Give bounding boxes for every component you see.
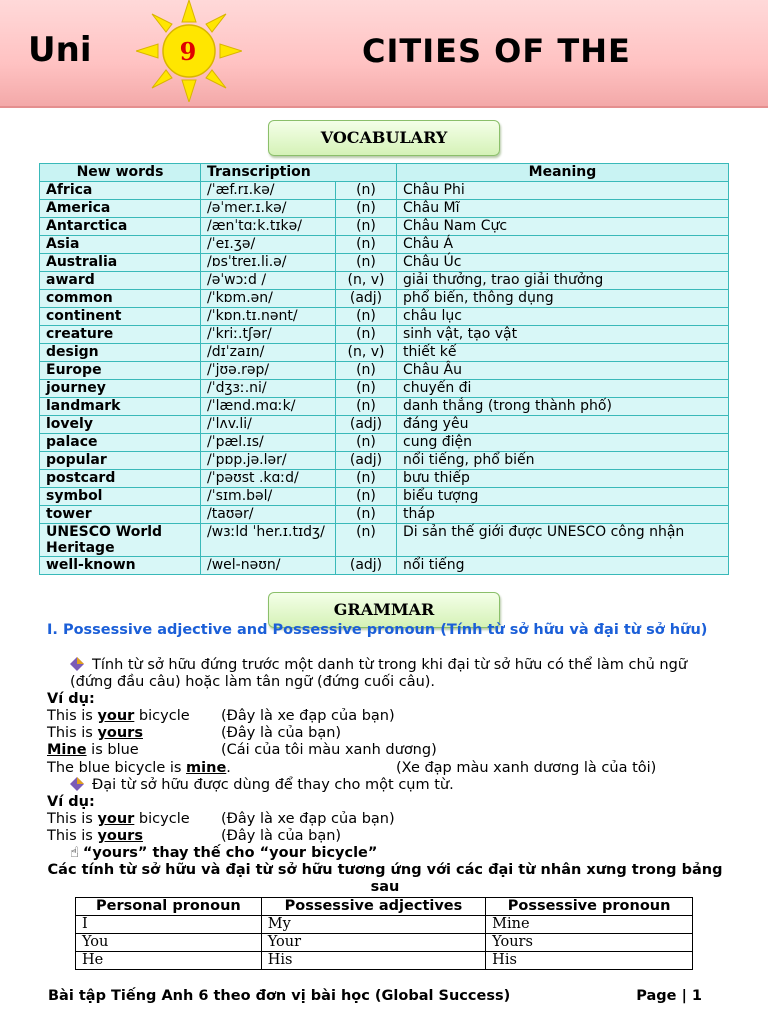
vocabulary-row	[40, 182, 729, 200]
example-text: This is	[47, 828, 98, 844]
vocab-word: palace	[40, 434, 201, 452]
vocab-part-of-speech: (n)	[336, 506, 397, 524]
vocab-transcription: /ˈpəʊst .kɑːd/	[201, 470, 336, 488]
column-header: Transcription	[201, 164, 397, 182]
column-header: Meaning	[397, 164, 729, 182]
example-line	[47, 742, 139, 759]
vocab-transcription: /dɪˈzaɪn/	[201, 344, 336, 362]
vocab-word: popular	[40, 452, 201, 470]
vocabulary-row	[40, 326, 729, 344]
vocab-meaning: Châu Phi	[397, 182, 729, 200]
vocab-transcription: /ˈkɒm.ən/	[201, 290, 336, 308]
vocab-word: common	[40, 290, 201, 308]
vocabulary-heading: VOCABULARY	[268, 120, 500, 156]
grammar-bullet-2	[70, 777, 720, 794]
vocab-transcription: /əˈmer.ɪ.kə/	[201, 200, 336, 218]
vocab-part-of-speech: (adj)	[336, 557, 397, 575]
example-text: The blue bicycle is	[47, 760, 187, 776]
vocabulary-row	[40, 524, 729, 557]
vocabulary-row	[40, 200, 729, 218]
vocab-transcription: /ˈjʊə.rəp/	[201, 362, 336, 380]
note-text: “yours” thay thế cho “your bicycle”	[82, 845, 378, 861]
example-text: bicycle	[134, 708, 190, 724]
vocabulary-row	[40, 470, 729, 488]
vocab-part-of-speech: (adj)	[336, 290, 397, 308]
pronoun-cell: Your	[261, 934, 485, 952]
vocabulary-row	[40, 362, 729, 380]
vocab-meaning: nổi tiếng, phổ biến	[397, 452, 729, 470]
vocab-part-of-speech: (n)	[336, 218, 397, 236]
pronoun-row	[76, 952, 693, 970]
vocab-word: UNESCO World Heritage	[40, 524, 201, 557]
footer-text: Bài tập Tiếng Anh 6 theo đơn vị bài học (Global Success)	[48, 988, 511, 1004]
pronoun-cell: His	[486, 952, 693, 970]
vocab-meaning: Châu Úc	[397, 254, 729, 272]
vocab-part-of-speech: (n)	[336, 470, 397, 488]
vocab-meaning: sinh vật, tạo vật	[397, 326, 729, 344]
pronoun-cell: He	[76, 952, 262, 970]
example-text: is blue	[86, 742, 139, 758]
vocab-part-of-speech: (n, v)	[336, 272, 397, 290]
example-translation: (Cái của tôi màu xanh dương)	[221, 742, 437, 758]
vocab-meaning: biểu tượng	[397, 488, 729, 506]
vocab-meaning: Di sản thế giới được UNESCO công nhận	[397, 524, 729, 557]
example-line	[47, 725, 143, 742]
vocab-word: symbol	[40, 488, 201, 506]
example-translation: (Đây là xe đạp của bạn)	[221, 708, 395, 724]
vocab-word: America	[40, 200, 201, 218]
vocabulary-row	[40, 434, 729, 452]
pronoun-cell: My	[261, 916, 485, 934]
vocab-meaning: tháp	[397, 506, 729, 524]
vocab-part-of-speech: (n)	[336, 200, 397, 218]
pronoun-cell: You	[76, 934, 262, 952]
vocab-transcription: /ˈlʌv.li/	[201, 416, 336, 434]
diamond-bullet-icon	[70, 777, 84, 791]
vocab-part-of-speech: (n)	[336, 182, 397, 200]
bullet-text: Đại từ sở hữu được dùng để thay cho một cụm từ.	[92, 777, 454, 793]
unit-label: Uni	[28, 30, 92, 70]
vocabulary-row	[40, 236, 729, 254]
vocabulary-row	[40, 557, 729, 575]
pronoun-row	[76, 916, 693, 934]
pronoun-cell: His	[261, 952, 485, 970]
vocab-part-of-speech: (n)	[336, 236, 397, 254]
vocab-meaning: đáng yêu	[397, 416, 729, 434]
example-line	[47, 708, 190, 725]
pronoun-cell: Mine	[486, 916, 693, 934]
page-number: Page | 1	[636, 988, 702, 1004]
example-keyword: yours	[97, 828, 143, 844]
vocab-meaning: châu lục	[397, 308, 729, 326]
vocabulary-row	[40, 290, 729, 308]
vocab-transcription: /ˈæf.rɪ.kə/	[201, 182, 336, 200]
vocab-part-of-speech: (n)	[336, 398, 397, 416]
vocab-meaning: thiết kế	[397, 344, 729, 362]
vocab-part-of-speech: (n, v)	[336, 344, 397, 362]
example-keyword: Mine	[47, 742, 87, 758]
example-label: Ví dụ:	[47, 691, 95, 707]
example-keyword: yours	[97, 725, 143, 741]
vocab-meaning: Châu Á	[397, 236, 729, 254]
vocab-word: Asia	[40, 236, 201, 254]
pointing-hand-icon: ☝	[70, 845, 79, 861]
example-text: This is	[47, 725, 98, 741]
vocab-word: continent	[40, 308, 201, 326]
grammar-heading: GRAMMAR	[268, 592, 500, 628]
vocab-transcription: /ˈdʒɜː.ni/	[201, 380, 336, 398]
vocab-meaning: giải thưởng, trao giải thưởng	[397, 272, 729, 290]
example-translation: (Xe đạp màu xanh dương là của tôi)	[396, 760, 657, 776]
grammar-note	[70, 845, 377, 862]
vocab-word: landmark	[40, 398, 201, 416]
vocab-word: lovely	[40, 416, 201, 434]
vocab-word: Australia	[40, 254, 201, 272]
vocab-word: design	[40, 344, 201, 362]
column-header: Personal pronoun	[76, 898, 262, 916]
vocab-part-of-speech: (n)	[336, 524, 397, 557]
vocabulary-row	[40, 506, 729, 524]
vocab-part-of-speech: (n)	[336, 488, 397, 506]
vocab-word: tower	[40, 506, 201, 524]
vocab-word: Antarctica	[40, 218, 201, 236]
vocabulary-row	[40, 416, 729, 434]
vocab-meaning: Châu Mĩ	[397, 200, 729, 218]
vocab-part-of-speech: (n)	[336, 434, 397, 452]
pronoun-row	[76, 934, 693, 952]
vocab-part-of-speech: (n)	[336, 308, 397, 326]
vocab-transcription: /ˈsɪm.bəl/	[201, 488, 336, 506]
vocabulary-row	[40, 488, 729, 506]
pronoun-table	[75, 897, 693, 970]
grammar-section-title: I. Possessive adjective and Possessive pronoun (Tính từ sở hữu và đại từ sở hữu)	[47, 622, 708, 638]
vocab-transcription: /ˈpæl.ɪs/	[201, 434, 336, 452]
vocab-transcription: /ˈlænd.mɑːk/	[201, 398, 336, 416]
vocab-word: postcard	[40, 470, 201, 488]
vocab-part-of-speech: (adj)	[336, 452, 397, 470]
vocab-meaning: danh thắng (trong thành phố)	[397, 398, 729, 416]
unit-number: 9	[179, 37, 197, 66]
vocab-transcription: /əˈwɔːd /	[201, 272, 336, 290]
example-text: .	[226, 760, 231, 776]
vocab-transcription: /wɜːld ˈher.ɪ.tɪdʒ/	[201, 524, 336, 557]
vocab-transcription: /ˈkriː.tʃər/	[201, 326, 336, 344]
vocab-part-of-speech: (n)	[336, 362, 397, 380]
unit-title: CITIES OF THE	[362, 32, 631, 70]
vocabulary-row	[40, 218, 729, 236]
pronoun-cell: Yours	[486, 934, 693, 952]
vocab-word: journey	[40, 380, 201, 398]
example-text: bicycle	[134, 811, 190, 827]
column-header: Possessive adjectives	[261, 898, 485, 916]
example-translation: (Đây là xe đạp của bạn)	[221, 811, 395, 827]
vocabulary-header-row	[40, 164, 729, 182]
vocab-word: award	[40, 272, 201, 290]
example-keyword: your	[97, 811, 135, 827]
diamond-bullet-icon	[70, 657, 84, 671]
pronoun-table-title: Các tính từ sở hữu và đại từ sở hữu tương ứng với các đại từ nhân xưng trong bảng sau	[47, 862, 723, 895]
vocab-part-of-speech: (n)	[336, 326, 397, 344]
vocab-transcription: /ɒsˈtreɪ.li.ə/	[201, 254, 336, 272]
vocab-word: Europe	[40, 362, 201, 380]
vocab-word: well-known	[40, 557, 201, 575]
example-keyword: mine	[186, 760, 227, 776]
vocab-meaning: nổi tiếng	[397, 557, 729, 575]
vocabulary-row	[40, 308, 729, 326]
vocab-meaning: chuyến đi	[397, 380, 729, 398]
example-line	[47, 760, 231, 777]
vocabulary-row	[40, 254, 729, 272]
vocabulary-row	[40, 380, 729, 398]
example-label: Ví dụ:	[47, 794, 95, 810]
vocab-transcription: /ˈkɒn.tɪ.nənt/	[201, 308, 336, 326]
vocab-transcription: /wel-nəʊn/	[201, 557, 336, 575]
vocab-transcription: /ˈpɒp.jə.lər/	[201, 452, 336, 470]
vocab-word: Africa	[40, 182, 201, 200]
vocab-transcription: /ˈeɪ.ʒə/	[201, 236, 336, 254]
example-text: This is	[47, 708, 98, 724]
example-line	[47, 828, 143, 845]
example-keyword: your	[97, 708, 135, 724]
pronoun-cell: I	[76, 916, 262, 934]
vocab-meaning: Châu Âu	[397, 362, 729, 380]
column-header: Possessive pronoun	[486, 898, 693, 916]
pronoun-header-row	[76, 898, 693, 916]
vocabulary-row	[40, 344, 729, 362]
vocab-meaning: bưu thiếp	[397, 470, 729, 488]
example-translation: (Đây là của bạn)	[221, 828, 342, 844]
vocab-transcription: /taʊər/	[201, 506, 336, 524]
vocab-meaning: phổ biến, thông dụng	[397, 290, 729, 308]
vocabulary-row	[40, 398, 729, 416]
column-header: New words	[40, 164, 201, 182]
example-text: This is	[47, 811, 98, 827]
example-line	[47, 811, 190, 828]
example-translation: (Đây là của bạn)	[221, 725, 342, 741]
vocab-meaning: cung điện	[397, 434, 729, 452]
vocab-part-of-speech: (n)	[336, 254, 397, 272]
vocabulary-row	[40, 272, 729, 290]
bullet-text: Tính từ sở hữu đứng trước một danh từ trong khi đại từ sở hữu có thể làm chủ ngữ (đứng đầu câu) hoặc làm tân ngữ (đứng cuối câu).	[70, 657, 688, 690]
vocab-word: creature	[40, 326, 201, 344]
vocabulary-row	[40, 452, 729, 470]
vocab-transcription: /ænˈtɑːk.tɪkə/	[201, 218, 336, 236]
vocab-meaning: Châu Nam Cực	[397, 218, 729, 236]
vocab-part-of-speech: (adj)	[336, 416, 397, 434]
vocab-part-of-speech: (n)	[336, 380, 397, 398]
grammar-bullet-1	[70, 657, 720, 691]
vocabulary-table	[39, 163, 729, 575]
